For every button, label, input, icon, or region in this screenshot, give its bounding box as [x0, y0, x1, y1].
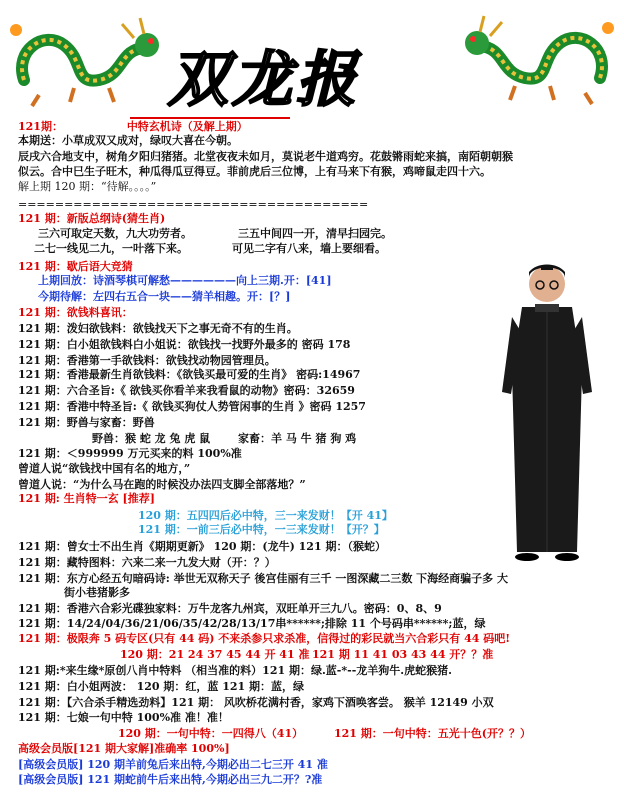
line-1 — [18, 120, 248, 133]
line-28: 121 期：藏特图料：六来二来一九发大财（开：？） — [18, 556, 276, 569]
line-32: 121 期：14/24/04/36/21/06/35/42/28/13/17串******;排除 11 个号码串******;蓝，绿 — [18, 617, 486, 630]
line-30: 街小巷猪影多 — [64, 586, 130, 599]
line-18: 121 期：香港中特圣旨:《 欲钱买狗仗人势管闲事的生肖 》密码 1257 — [18, 400, 366, 413]
line-7a: 三六可取定天数，九大功劳者。 — [38, 227, 192, 240]
line-34b: 121 期 11 41 03 43 44 开？？准 — [312, 648, 494, 661]
line-8a: 二七一线见二九，一叶落下来。 — [34, 242, 188, 255]
line-16: 121 期：香港最新生肖欲钱料：《欲钱买最可爱的生肖》 密码:14967 — [18, 368, 361, 381]
line-9: 121 期：歇后语大竞猜 — [18, 260, 133, 273]
line-4: 似云。合中巳生子旺木，种瓜得瓜豆得豆。菲前虎后三位博，上有马来下有猴，鸡啼鼠走四十六。 — [18, 165, 491, 178]
header — [0, 0, 624, 118]
line-33-text: 121 期：极限奔 5 码专区(只有 44 码) 不来杀参只求杀准，信得过的彩民就当六合彩只有 44 码吧! — [18, 632, 511, 645]
line-29: 121 期：东方心经五句暗码诗: 举世无双称天子 後宫佳丽有三千 一图深藏二三数 下海经商骗子多 大 — [18, 572, 508, 585]
dragon-left-icon — [4, 10, 164, 110]
line-25: 120 期：五四四后必中特，三一来发财！【开 41】 — [138, 509, 393, 522]
line-10: 上期回放：诗酒琴棋可解愁——————向上三期.开：[41] — [38, 274, 332, 287]
line-33 — [18, 632, 510, 645]
line-22: 曾道人说“欲钱找中国有名的地方，” — [18, 462, 191, 475]
line-39a: 120 期：一句中特：一四得八（41） — [118, 727, 304, 740]
line-15: 121 期：香港第一手欲钱料：欲钱找动物园管理员。 — [18, 354, 276, 367]
line-20b: 家畜：羊 马 牛 猪 狗 鸡 — [238, 432, 357, 445]
line-17: 121 期：六合圣旨:《 欲钱买你看羊来我看鼠的动物》密码：32659 — [18, 384, 355, 397]
line-27: 121 期：曾女士不出生肖《期期更新》 120 期：(龙牛) 121 期：（猴蛇） — [18, 540, 386, 553]
line-35: 121 期:*来生缘*原创八肖中特料 （相当准的料）121 期：绿.蓝-*--龙羊狗牛.虎蛇猴猪. — [18, 664, 452, 677]
dragon-right-icon — [455, 8, 620, 108]
line-12: 121 期：欲钱料喜讯： — [18, 306, 133, 319]
line-5: 解上期 120 期：“待解。。。。” — [18, 180, 157, 193]
line-7b: 三五中间四一开，清早扫园完。 — [238, 227, 392, 240]
line-31: 121 期：香港六合彩光碟独家料：万牛龙客九州宾，双旺单开三九八。密码：0、8、9 — [18, 602, 442, 615]
line-11: 今期待解：左四右五合一块——猜羊相趣。开：[？] — [38, 290, 291, 303]
line-37: 121 期：【六合杀手精选劲料】121 期： 风吹桥花满村香，家鸡下酒唤客尝。 猴羊 12149 小双 — [18, 696, 494, 709]
line-1-num: 121期： — [18, 120, 63, 133]
line-6: 121 期：新版总纲诗(猜生肖) — [18, 212, 166, 225]
line-38: 121 期：七娘一句中特 100%准 准！准！ — [18, 711, 229, 724]
line-20a: 野兽：猴 蛇 龙 兔 虎 鼠 — [92, 432, 211, 445]
line-34a: 120 期：21 24 37 45 44 开 41 准 — [120, 648, 310, 661]
line-1-title: 中特玄机诗（及解上期） — [126, 120, 248, 133]
line-14: 121 期：白小姐欲钱料白小姐说：欲钱找一找野外最多的 密码 178 — [18, 338, 351, 351]
line-26: 121 期：一前三后必中特，一三来发财！【开？】 — [138, 523, 385, 536]
man-portrait-icon — [497, 252, 597, 562]
red-rule — [130, 117, 290, 119]
line-21: 121 期：＜999999 万元买来的料 100%准 — [18, 447, 242, 460]
separator: ====================================== — [18, 198, 369, 211]
line-36: 121 期：白小姐两波： 120 期：红，蓝 121 期：蓝，绿 — [18, 680, 305, 693]
line-2: 本期送：小草成双又成对，绿叹大喜在今朝。 — [18, 134, 238, 147]
line-19: 121 期：野兽与家畜：野兽 — [18, 416, 155, 429]
line-41: [高级会员版] 120 期羊前兔后来出特,今期必出二七三开 41 准 — [18, 758, 328, 771]
line-23: 曾道人说：“为什么马在跑的时候没办法四支脚全部落地？” — [18, 478, 306, 491]
line-8b: 可见二字有八来，墙上要细看。 — [232, 242, 386, 255]
line-3: 辰戌六合地支中，树角夕阳归猪猪。北堂夜夜未如月，莫说老牛道鸡穷。花鼓锵雨蛇来搞，南陌朝朝猴 — [18, 150, 513, 163]
line-13: 121 期：泼妇欲钱料：欲钱找天下之事无奇不有的生肖。 — [18, 322, 298, 335]
line-42: [高级会员版] 121 期蛇前牛后来出特,今期必出三九二开？?准 — [18, 773, 323, 786]
line-39b: 121 期：一句中特：五光十色(开？？） — [334, 727, 531, 740]
page-title: 双龙报 — [168, 45, 360, 115]
line-40: 高级会员版[121 期大家解]准确率 100%] — [18, 742, 230, 755]
line-24: 121 期: 生肖特一玄 [推荐] — [18, 492, 155, 505]
